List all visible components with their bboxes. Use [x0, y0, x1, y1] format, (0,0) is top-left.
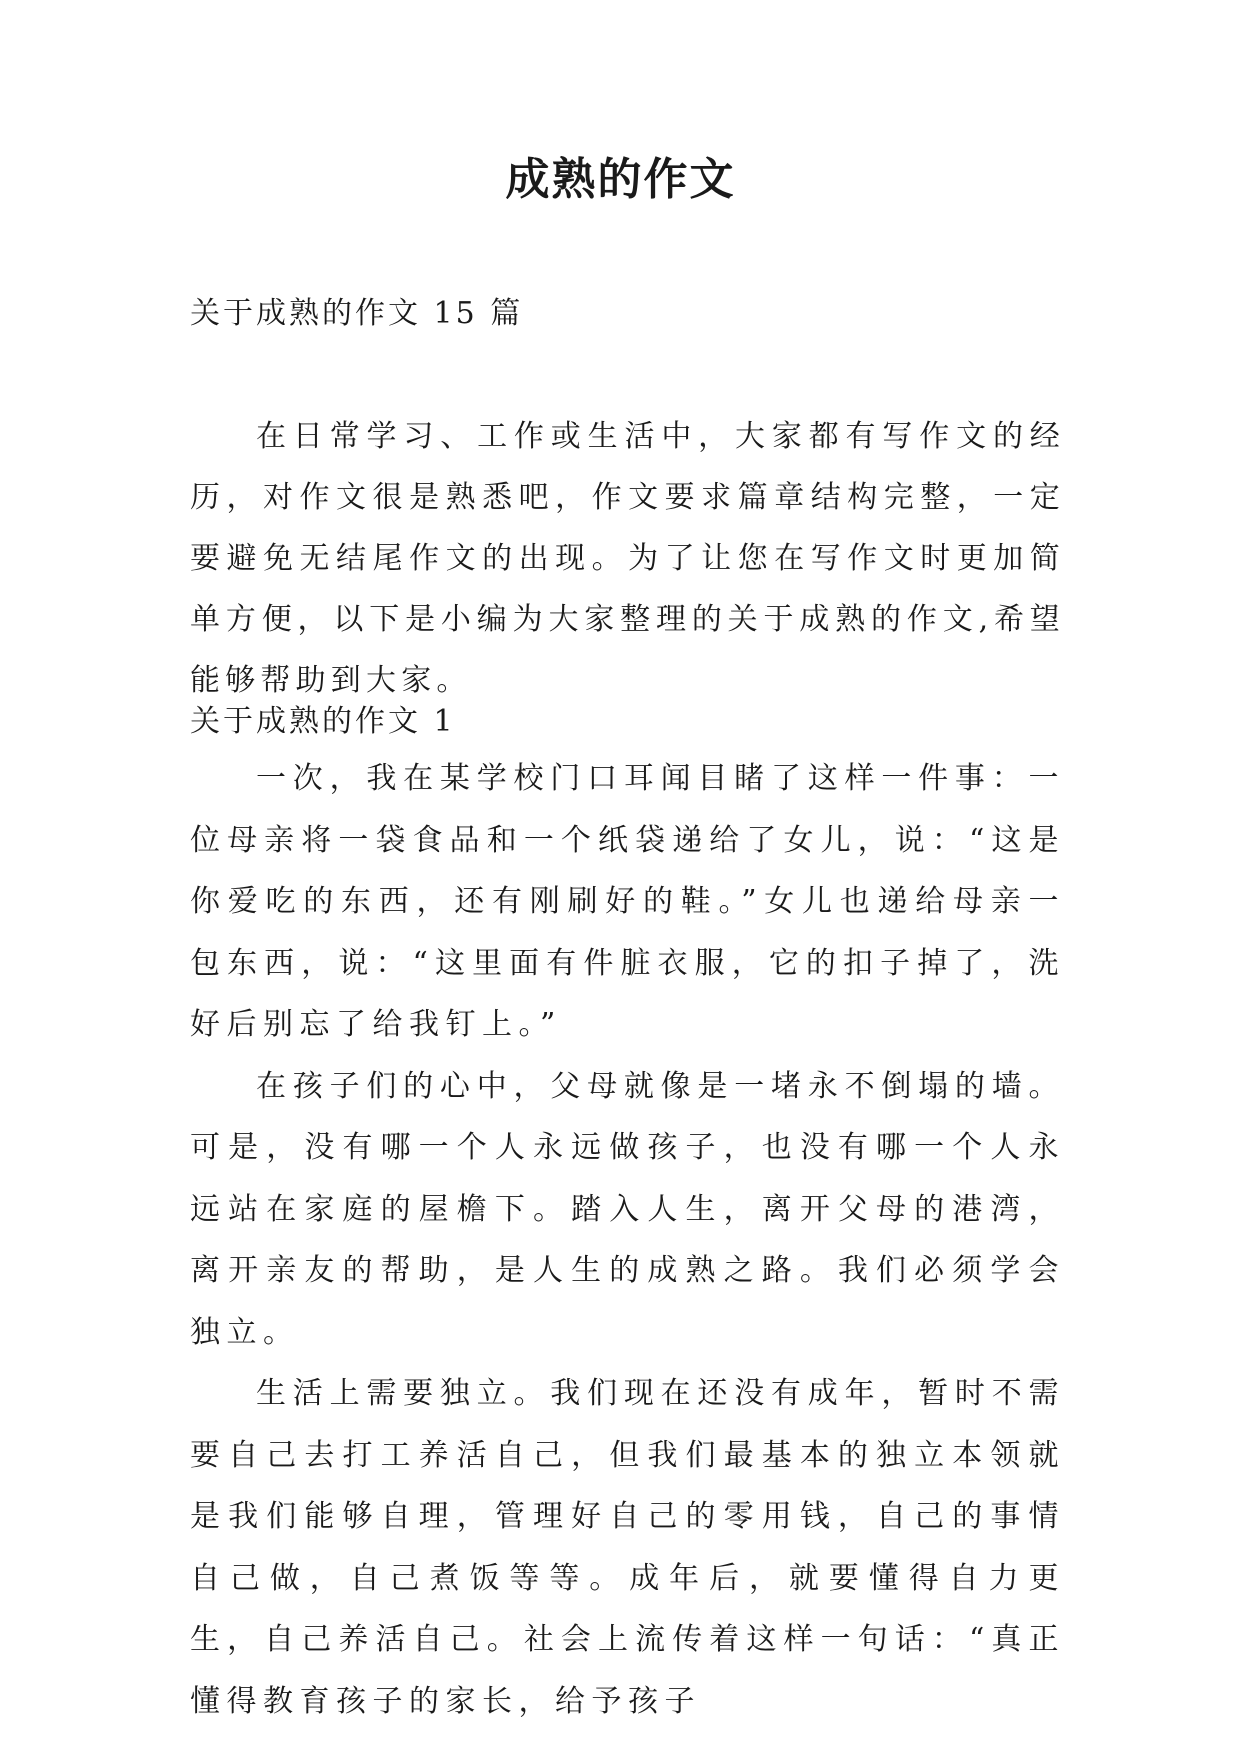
essay-paragraph-3: 生活上需要独立。我们现在还没有成年，暂时不需要自己去打工养活自己，但我们最基本的独立本领就是我们能够自理，管理好自己的零用钱，自己的事情自己做，自己煮饭等等。成年后，就要懂得自力更生，自己养活自己。社会上流传着这样一句话：“真正懂得教育孩子的家长，给予孩子: [190, 1376, 1065, 1719]
document-subtitle: 关于成熟的作文 15 篇: [190, 296, 524, 331]
document-title: 成熟的作文: [505, 154, 736, 205]
section-heading: 关于成熟的作文 1: [190, 704, 456, 739]
essay-paragraph-2: 在孩子们的心中，父母就像是一堵永不倒塌的墙。可是，没有哪一个人永远做孩子，也没有哪一个人永远站在家庭的屋檐下。踏入人生，离开父母的港湾，离开亲友的帮助，是人生的成熟之路。我们必须学会独立。: [190, 1068, 1065, 1350]
intro-block: [190, 406, 1065, 711]
essay-paragraph-1: 一次，我在某学校门口耳闻目睹了这样一件事：一位母亲将一袋食品和一个纸袋递给了女儿，说：“这是你爱吃的东西，还有刚刷好的鞋。”女儿也递给母亲一包东西，说：“这里面有件脏衣服，它的扣子掉了，洗好后别忘了给我钉上。”: [190, 761, 1065, 1042]
intro-paragraph: 在日常学习、工作或生活中，大家都有写作文的经历，对作文很是熟悉吧，作文要求篇章结构完整，一定要避免无结尾作文的出现。为了让您在写作文时更加简单方便，以下是小编为大家整理的关于成熟的作文,希望能够帮助到大家。: [190, 419, 1065, 698]
essay-body: [190, 748, 1065, 1732]
